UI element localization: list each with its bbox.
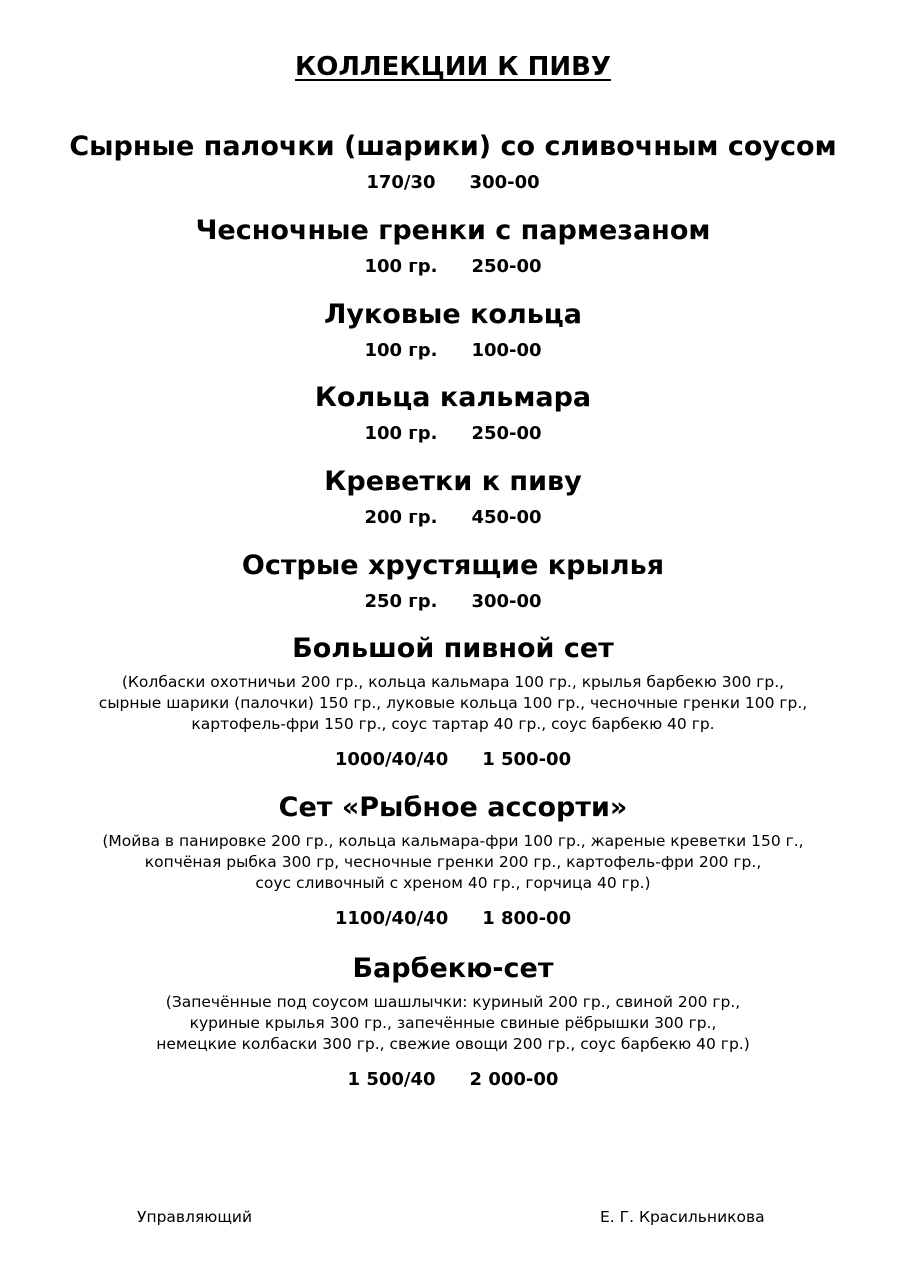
menu-item-description [0,672,906,735]
menu-item [0,214,906,279]
menu-item-name: Кольца кальмара [314,382,592,413]
menu-item-weight: 100 гр. [364,340,438,361]
menu-item-description [0,992,906,1055]
description-line: куриные крылья 300 гр., запечённые свиные рёбрышки 300 гр., [189,1014,717,1032]
menu-item-price-row [0,339,906,363]
menu-item-weight: 1000/40/40 [334,749,449,770]
menu-item-weight: 250 гр. [364,591,438,612]
menu-item-price: 300-00 [469,172,540,193]
menu-item-name: Сырные палочки (шарики) со сливочным соусом [69,131,837,162]
menu-item-weight: 200 гр. [364,507,438,528]
footer-role: Управляющий [137,1208,253,1226]
menu-item-name: Барбекю-сет [352,953,554,984]
description-line: (Мойва в панировке 200 гр., кольца кальмара-фри 100 гр., жареные креветки 150 г., [102,832,804,850]
footer-signatory: Е. Г. Красильникова [600,1208,765,1226]
menu-item [0,298,906,363]
description-line: немецкие колбаски 300 гр., свежие овощи 200 гр., соус барбекю 40 гр.) [156,1035,750,1053]
menu-item-price: 450-00 [471,507,542,528]
menu-item-price: 1 500-00 [482,749,572,770]
menu-item-weight: 100 гр. [364,256,438,277]
menu-item-price: 250-00 [471,423,542,444]
menu-item-name: Сет «Рыбное ассорти» [278,792,628,823]
menu-item-price-row [0,255,906,279]
page-title-text: КОЛЛЕКЦИИ К ПИВУ [295,52,611,82]
menu-item-name: Креветки к пиву [324,466,582,497]
menu-item-name: Острые хрустящие крылья [241,550,665,581]
menu-item-name: Луковые кольца [323,299,583,330]
description-line: (Колбаски охотничьи 200 гр., кольца кальмара 100 гр., крылья барбекю 300 гр., [121,673,785,691]
menu-item-set [0,632,906,772]
description-line: соус сливочный с хреном 40 гр., горчица 40 гр.) [255,874,651,892]
menu-item-price: 300-00 [471,591,542,612]
menu-item-weight: 100 гр. [364,423,438,444]
menu-item-name: Чесночные гренки с пармезаном [195,215,711,246]
menu-item-weight: 1100/40/40 [334,908,449,929]
menu-item-price-row [0,1068,906,1092]
menu-item-price-row [0,171,906,195]
menu-item-price-row [0,748,906,772]
description-line: картофель-фри 150 гр., соус тартар 40 гр., соус барбекю 40 гр. [191,715,715,733]
menu-item-set [0,952,906,1092]
menu-item-price-row [0,590,906,614]
menu-item-price: 1 800-00 [482,908,572,929]
menu-item [0,381,906,446]
menu-item-price-row [0,907,906,931]
menu-item-price-row [0,422,906,446]
menu-item-price: 100-00 [471,340,542,361]
menu-item-price-row [0,506,906,530]
menu-item-price: 250-00 [471,256,542,277]
menu-item-set [0,791,906,931]
menu-item [0,549,906,614]
menu-item-price: 2 000-00 [469,1069,559,1090]
menu-item-weight: 170/30 [366,172,436,193]
description-line: копчёная рыбка 300 гр, чесночные гренки 200 гр., картофель-фри 200 гр., [144,853,762,871]
menu-item [0,465,906,530]
description-line: сырные шарики (палочки) 150 гр., луковые кольца 100 гр., чесночные гренки 100 гр., [98,694,808,712]
description-line: (Запечённые под соусом шашлычки: куриный 200 гр., свиной 200 гр., [165,993,741,1011]
menu-item-weight: 1 500/40 [347,1069,436,1090]
menu-item-description [0,831,906,894]
menu-item-name: Большой пивной сет [292,633,614,664]
page-title [0,50,906,84]
menu-item [0,130,906,195]
